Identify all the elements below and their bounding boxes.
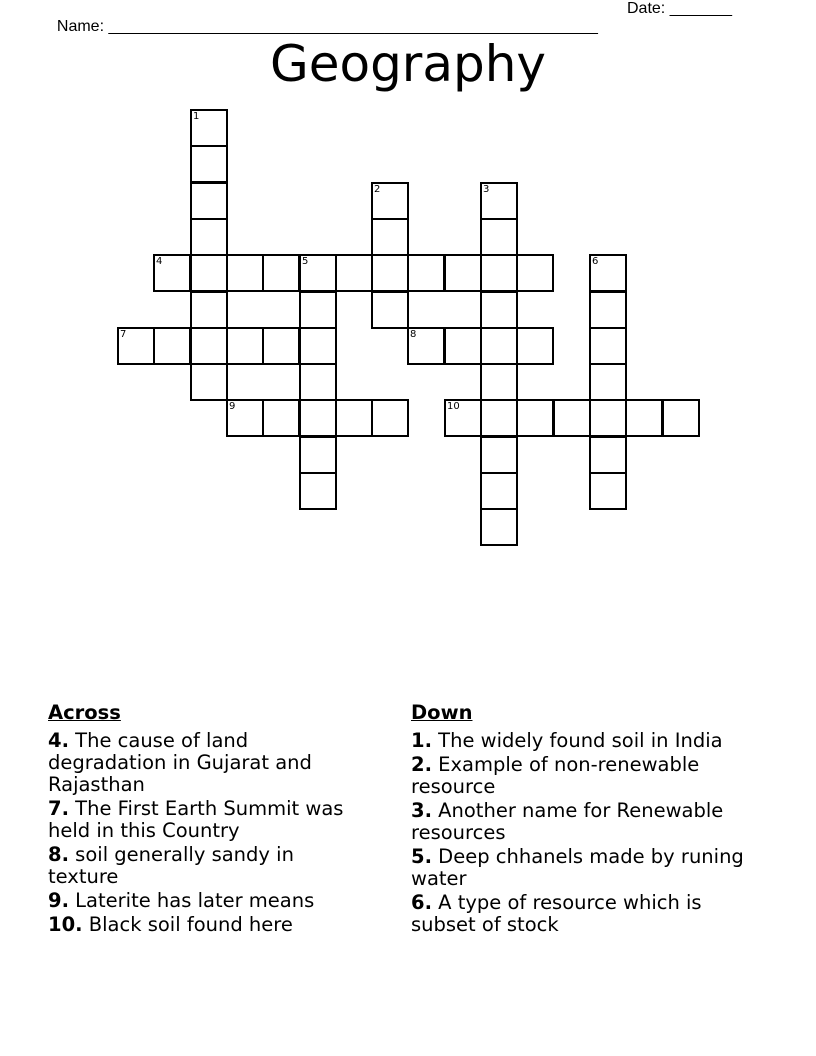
crossword-cell[interactable] xyxy=(335,399,373,437)
clue-item-text: Another name for Renewable resources xyxy=(411,799,724,844)
clue-number: 10 xyxy=(447,401,460,412)
crossword-cell[interactable] xyxy=(226,254,264,292)
clue-item xyxy=(411,800,756,844)
crossword-cell[interactable] xyxy=(190,363,228,401)
clue-item-number: 7. xyxy=(48,797,69,820)
crossword-cell[interactable] xyxy=(371,399,409,437)
crossword-cell[interactable] xyxy=(262,254,300,292)
crossword-cell[interactable] xyxy=(335,254,373,292)
clue-item xyxy=(411,754,756,798)
clue-item-number: 5. xyxy=(411,845,432,868)
crossword-cell[interactable] xyxy=(226,327,264,365)
clue-number: 6 xyxy=(592,256,599,267)
clue-number: 8 xyxy=(410,329,417,340)
clue-item xyxy=(48,844,368,888)
name-field-label[interactable]: Name: _______________________________________________________ xyxy=(56,18,598,35)
clue-number: 7 xyxy=(120,329,127,340)
clue-number: 4 xyxy=(156,256,163,267)
crossword-cell[interactable] xyxy=(516,399,554,437)
crossword-cell[interactable] xyxy=(190,327,228,365)
crossword-cell[interactable] xyxy=(299,363,337,401)
crossword-cell[interactable] xyxy=(480,254,518,292)
clue-item-text: The cause of land degradation in Gujarat and Rajasthan xyxy=(48,729,312,796)
crossword-cell[interactable] xyxy=(117,327,155,365)
crossword-cell[interactable] xyxy=(299,472,337,510)
clue-number: 2 xyxy=(374,184,381,195)
crossword-cell[interactable] xyxy=(190,254,228,292)
crossword-cell[interactable] xyxy=(480,508,518,546)
clue-item xyxy=(48,890,368,912)
crossword-cell[interactable] xyxy=(480,327,518,365)
crossword-cell[interactable] xyxy=(299,399,337,437)
crossword-cell[interactable] xyxy=(190,291,228,329)
clue-item xyxy=(411,730,756,752)
down-heading: Down xyxy=(411,701,473,724)
crossword-cell[interactable] xyxy=(516,254,554,292)
clue-number: 9 xyxy=(229,401,236,412)
clue-number: 1 xyxy=(193,111,200,122)
crossword-cell[interactable] xyxy=(516,327,554,365)
clue-item xyxy=(48,730,368,796)
crossword-cell[interactable] xyxy=(589,472,627,510)
crossword-cell[interactable] xyxy=(589,254,627,292)
across-clues xyxy=(48,702,368,938)
across-heading: Across xyxy=(48,701,121,724)
clue-item-number: 9. xyxy=(48,889,69,912)
crossword-cell[interactable] xyxy=(480,472,518,510)
crossword-cell[interactable] xyxy=(444,399,482,437)
crossword-cell[interactable] xyxy=(299,436,337,474)
crossword-cell[interactable] xyxy=(480,363,518,401)
clue-item-text: The First Earth Summit was held in this Country xyxy=(48,797,344,842)
crossword-cell[interactable] xyxy=(480,399,518,437)
crossword-cell[interactable] xyxy=(190,182,228,220)
clue-item xyxy=(411,846,756,890)
crossword-cell[interactable] xyxy=(262,327,300,365)
clue-item-text: The widely found soil in India xyxy=(431,729,723,752)
clue-item-text: soil generally sandy in texture xyxy=(48,843,294,888)
clue-item xyxy=(48,798,368,842)
clue-item xyxy=(48,914,368,936)
crossword-cell[interactable] xyxy=(480,436,518,474)
crossword-cell[interactable] xyxy=(371,254,409,292)
date-field-label[interactable]: Date: _______ xyxy=(627,0,732,17)
crossword-cell[interactable] xyxy=(407,254,445,292)
crossword-cell[interactable] xyxy=(262,399,300,437)
crossword-cell[interactable] xyxy=(153,327,191,365)
crossword-cell[interactable] xyxy=(299,291,337,329)
crossword-cell[interactable] xyxy=(299,327,337,365)
crossword-cell[interactable] xyxy=(407,327,445,365)
crossword-cell[interactable] xyxy=(589,363,627,401)
clue-item-number: 4. xyxy=(48,729,69,752)
crossword-cell[interactable] xyxy=(589,327,627,365)
clue-item-text: Laterite has later means xyxy=(68,889,315,912)
clue-item-number: 6. xyxy=(411,891,432,914)
clue-item-number: 3. xyxy=(411,799,432,822)
crossword-cell[interactable] xyxy=(190,109,228,147)
clue-item-text: Deep chhanels made by runing water xyxy=(411,845,744,890)
crossword-cell[interactable] xyxy=(153,254,191,292)
clue-item-text: Black soil found here xyxy=(82,913,293,936)
clue-item xyxy=(411,892,756,936)
clue-item-number: 2. xyxy=(411,753,432,776)
crossword-cell[interactable] xyxy=(589,436,627,474)
crossword-cell[interactable] xyxy=(480,182,518,220)
crossword-cell[interactable] xyxy=(480,291,518,329)
clue-number: 3 xyxy=(483,184,490,195)
crossword-cell[interactable] xyxy=(662,399,700,437)
crossword-cell[interactable] xyxy=(625,399,663,437)
clue-item-text: A type of resource which is subset of stock xyxy=(411,891,702,936)
crossword-cell[interactable] xyxy=(553,399,591,437)
clue-item-text: Example of non-renewable resource xyxy=(411,753,700,798)
crossword-cell[interactable] xyxy=(444,327,482,365)
crossword-cell[interactable] xyxy=(589,291,627,329)
down-clues xyxy=(411,702,756,938)
crossword-cell[interactable] xyxy=(190,218,228,256)
crossword-cell[interactable] xyxy=(444,254,482,292)
crossword-cell[interactable] xyxy=(226,399,264,437)
crossword-cell[interactable] xyxy=(190,145,228,183)
crossword-cell[interactable] xyxy=(589,399,627,437)
clue-number: 5 xyxy=(302,256,309,267)
crossword-cell[interactable] xyxy=(371,291,409,329)
clue-item-number: 8. xyxy=(48,843,69,866)
crossword-cell[interactable] xyxy=(371,182,409,220)
crossword-cell[interactable] xyxy=(371,218,409,256)
crossword-cell[interactable] xyxy=(299,254,337,292)
clue-item-number: 1. xyxy=(411,729,432,752)
clue-item-number: 10. xyxy=(48,913,83,936)
page-title: Geography xyxy=(269,35,547,93)
crossword-cell[interactable] xyxy=(480,218,518,256)
